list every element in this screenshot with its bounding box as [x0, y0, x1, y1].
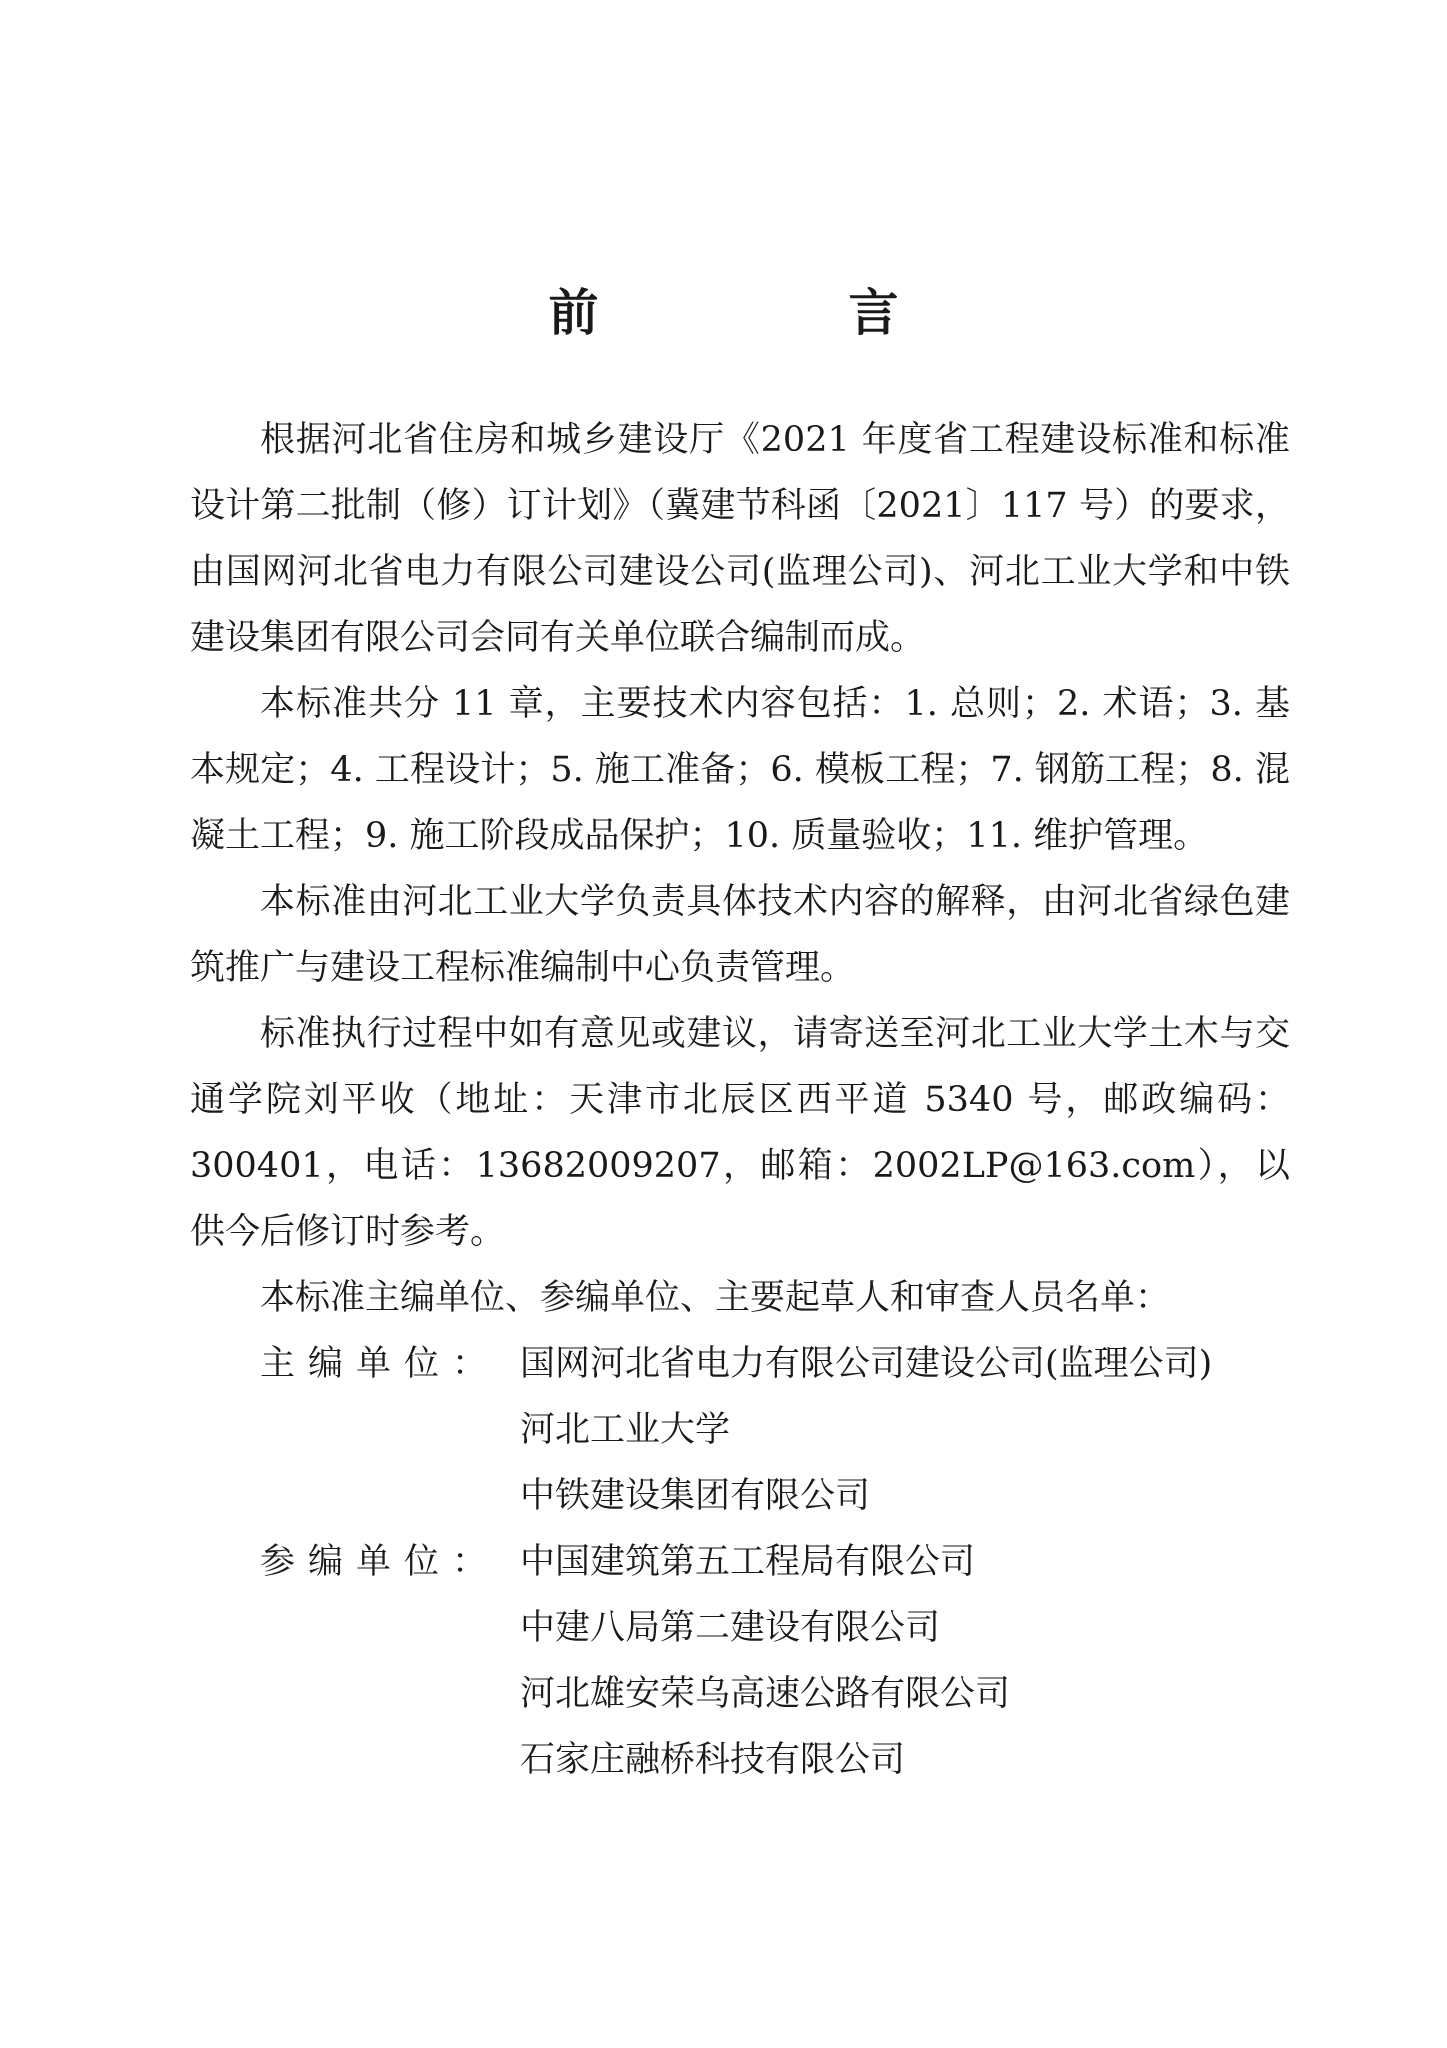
list-item: 国网河北省电力有限公司建设公司(监理公司) [520, 1344, 1213, 1384]
paragraph-chapters: 本标准共分 11 章，主要技术内容包括：1. 总则；2. 术语；3. 基本规定；4. 工程设计；5. 施工准备；6. 模板工程；7. 钢筋工程；8. 混凝土工程；9. 施工阶段成品保护；10. 质量验收；11. 维护管理。 [190, 684, 1290, 856]
list-item: 中国建筑第五工程局有限公司 [520, 1542, 976, 1582]
participating-units-label: 参编单位： [260, 1542, 501, 1582]
preface-body [190, 407, 1290, 1793]
list-item: 中铁建设集团有限公司 [520, 1476, 871, 1516]
page-title: 前 言 [548, 283, 999, 342]
paragraph-compilation-basis: 根据河北省住房和城乡建设厅《2021 年度省工程建设标准和标准设计第二批制（修）订计划》（冀建节科函〔2021〕117 号）的要求，由国网河北省电力有限公司建设公司(监理公司)、河北工业大学和中铁建设集团有限公司会同有关单位联合编制而成。 [190, 420, 1290, 658]
participating-units-group [190, 1529, 1290, 1793]
unit-list-intro: 本标准主编单位、参编单位、主要起草人和审查人员名单： [260, 1278, 1171, 1318]
chief-units-label: 主编单位： [260, 1344, 501, 1384]
list-item: 河北工业大学 [520, 1410, 731, 1450]
chief-units-group [190, 1331, 1290, 1529]
paragraph-interpretation: 本标准由河北工业大学负责具体技术内容的解释，由河北省绿色建筑推广与建设工程标准编制中心负责管理。 [190, 882, 1290, 988]
paragraph-feedback-contact: 标准执行过程中如有意见或建议，请寄送至河北工业大学土木与交通学院刘平收（地址：天津市北辰区西平道 5340 号，邮政编码：300401，电话：13682009207，邮箱：2002LP@163.com），以供今后修订时参考。 [190, 1014, 1290, 1252]
list-item: 中建八局第二建设有限公司 [520, 1608, 941, 1648]
participating-units-list [520, 1529, 1290, 1793]
chief-units-list [520, 1331, 1290, 1529]
list-item: 石家庄融桥科技有限公司 [520, 1740, 906, 1780]
list-item: 河北雄安荣乌高速公路有限公司 [520, 1674, 1011, 1714]
